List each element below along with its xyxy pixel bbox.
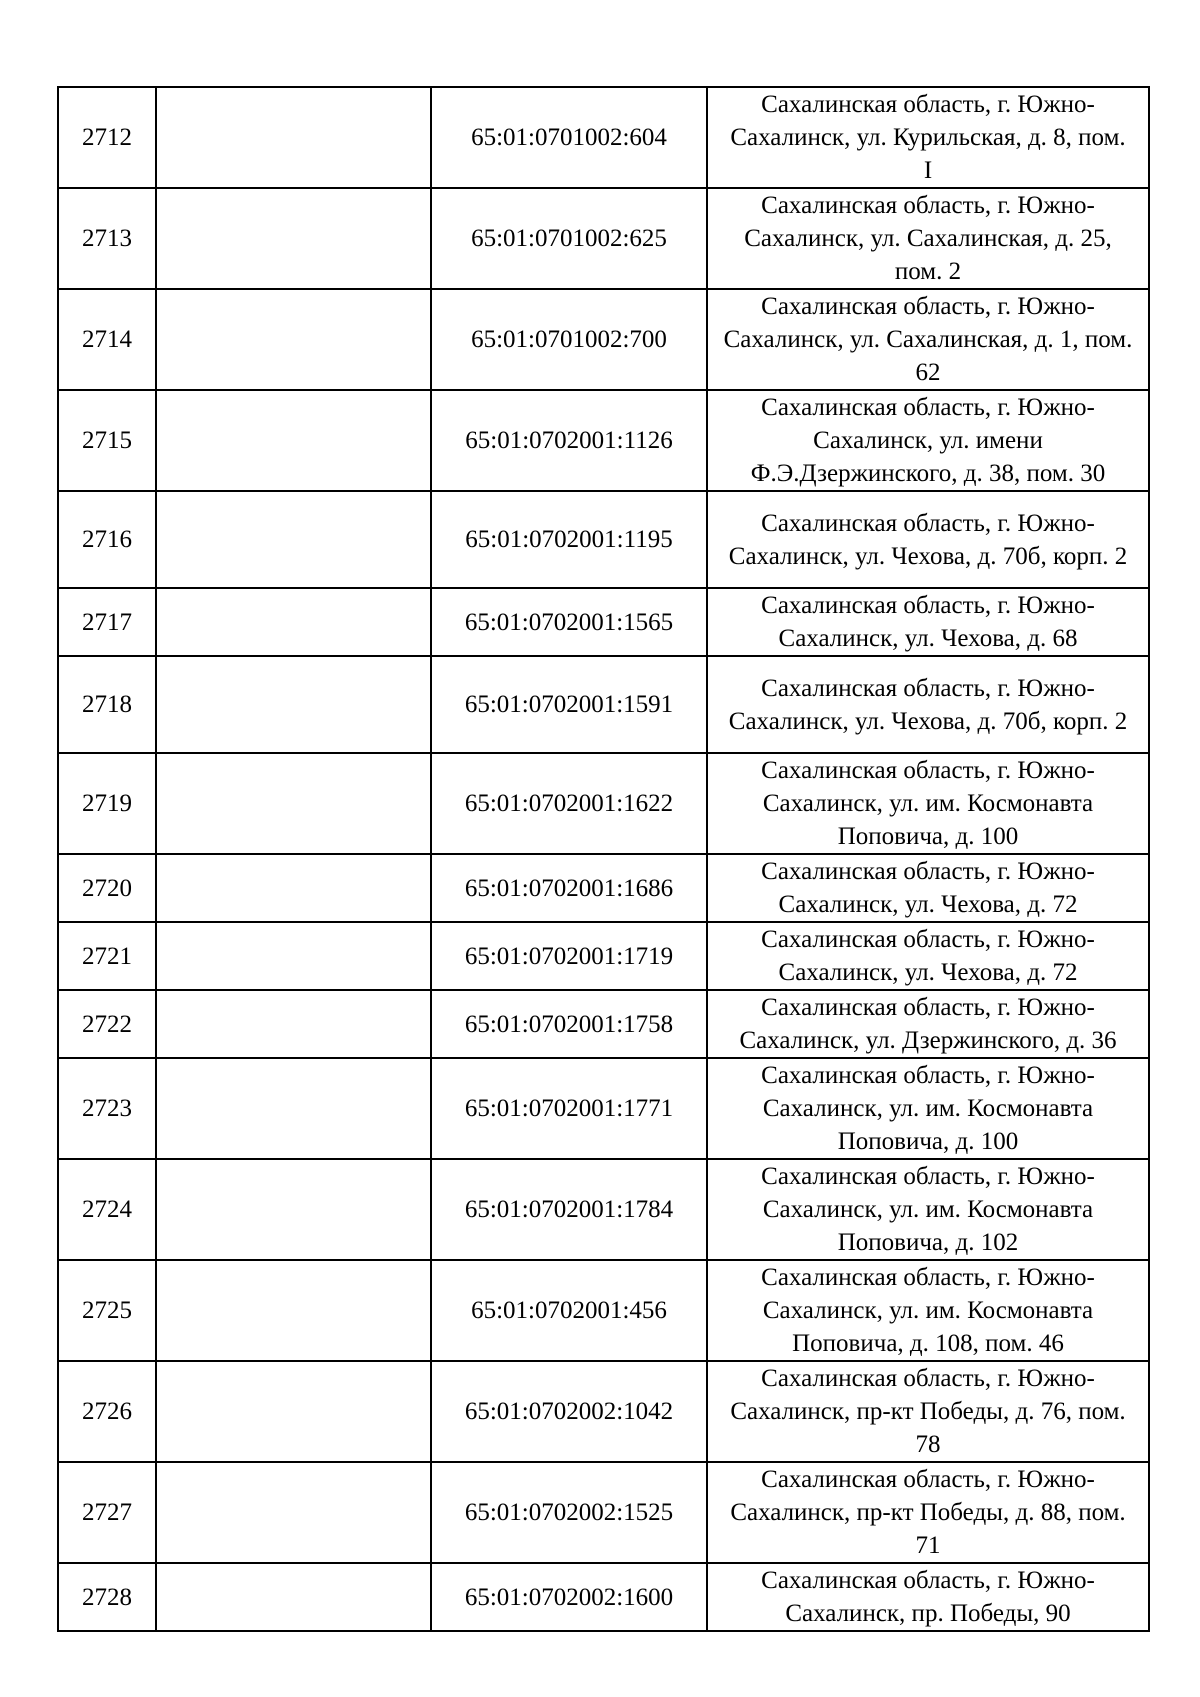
registry-table-body — [58, 87, 1149, 1631]
cadastral-number-cell: 65:01:0702002:1525 — [431, 1462, 707, 1563]
row-number-cell: 2712 — [58, 87, 156, 188]
cadastral-number-cell: 65:01:0702001:1686 — [431, 854, 707, 922]
row-name-cell — [156, 1462, 431, 1563]
row-name-cell — [156, 289, 431, 390]
cadastral-number-cell: 65:01:0702001:1622 — [431, 753, 707, 854]
row-number-cell: 2714 — [58, 289, 156, 390]
address-cell: Сахалинская область, г. Южно- Сахалинск, пр-кт Победы, д. 76, пом. 78 — [707, 1361, 1149, 1462]
table-row — [58, 922, 1149, 990]
table-row — [58, 390, 1149, 491]
registry-table — [57, 86, 1150, 1632]
cadastral-number-cell: 65:01:0702001:1591 — [431, 656, 707, 753]
address-cell: Сахалинская область, г. Южно- Сахалинск, ул. Чехова, д. 72 — [707, 922, 1149, 990]
address-cell: Сахалинская область, г. Южно- Сахалинск, ул. им. Космонавта Поповича, д. 100 — [707, 753, 1149, 854]
row-name-cell — [156, 491, 431, 588]
cadastral-number-cell: 65:01:0701002:700 — [431, 289, 707, 390]
row-number-cell: 2715 — [58, 390, 156, 491]
row-name-cell — [156, 656, 431, 753]
table-row — [58, 491, 1149, 588]
table-row — [58, 588, 1149, 656]
table-row — [58, 753, 1149, 854]
row-number-cell: 2716 — [58, 491, 156, 588]
row-name-cell — [156, 1058, 431, 1159]
row-name-cell — [156, 1260, 431, 1361]
cadastral-number-cell: 65:01:0701002:625 — [431, 188, 707, 289]
row-name-cell — [156, 753, 431, 854]
address-cell: Сахалинская область, г. Южно- Сахалинск, ул. Чехова, д. 70б, корп. 2 — [707, 491, 1149, 588]
address-cell: Сахалинская область, г. Южно- Сахалинск, ул. Чехова, д. 70б, корп. 2 — [707, 656, 1149, 753]
address-cell: Сахалинская область, г. Южно- Сахалинск, ул. Курильская, д. 8, пом. I — [707, 87, 1149, 188]
table-row — [58, 1462, 1149, 1563]
cadastral-number-cell: 65:01:0702001:1784 — [431, 1159, 707, 1260]
cadastral-number-cell: 65:01:0702002:1600 — [431, 1563, 707, 1631]
cadastral-number-cell: 65:01:0702001:1758 — [431, 990, 707, 1058]
cadastral-number-cell: 65:01:0702002:1042 — [431, 1361, 707, 1462]
row-number-cell: 2721 — [58, 922, 156, 990]
row-number-cell: 2723 — [58, 1058, 156, 1159]
row-name-cell — [156, 1159, 431, 1260]
row-name-cell — [156, 990, 431, 1058]
row-number-cell: 2719 — [58, 753, 156, 854]
row-number-cell: 2717 — [58, 588, 156, 656]
row-name-cell — [156, 588, 431, 656]
table-row — [58, 1260, 1149, 1361]
row-name-cell — [156, 87, 431, 188]
address-cell: Сахалинская область, г. Южно- Сахалинск, пр-кт Победы, д. 88, пом. 71 — [707, 1462, 1149, 1563]
address-cell: Сахалинская область, г. Южно- Сахалинск, ул. Чехова, д. 72 — [707, 854, 1149, 922]
address-cell: Сахалинская область, г. Южно- Сахалинск, ул. Сахалинская, д. 1, пом. 62 — [707, 289, 1149, 390]
address-cell: Сахалинская область, г. Южно- Сахалинск, ул. Чехова, д. 68 — [707, 588, 1149, 656]
cadastral-number-cell: 65:01:0702001:1126 — [431, 390, 707, 491]
row-number-cell: 2713 — [58, 188, 156, 289]
table-row — [58, 1361, 1149, 1462]
table-row — [58, 656, 1149, 753]
address-cell: Сахалинская область, г. Южно- Сахалинск, ул. Дзержинского, д. 36 — [707, 990, 1149, 1058]
row-name-cell — [156, 854, 431, 922]
row-number-cell: 2725 — [58, 1260, 156, 1361]
row-name-cell — [156, 390, 431, 491]
cadastral-number-cell: 65:01:0701002:604 — [431, 87, 707, 188]
cadastral-number-cell: 65:01:0702001:1719 — [431, 922, 707, 990]
table-row — [58, 289, 1149, 390]
address-cell: Сахалинская область, г. Южно- Сахалинск, ул. им. Космонавта Поповича, д. 108, пом. 46 — [707, 1260, 1149, 1361]
address-cell: Сахалинская область, г. Южно- Сахалинск, ул. им. Космонавта Поповича, д. 100 — [707, 1058, 1149, 1159]
row-number-cell: 2718 — [58, 656, 156, 753]
address-cell: Сахалинская область, г. Южно- Сахалинск, ул. им. Космонавта Поповича, д. 102 — [707, 1159, 1149, 1260]
row-number-cell: 2728 — [58, 1563, 156, 1631]
table-row — [58, 87, 1149, 188]
row-number-cell: 2720 — [58, 854, 156, 922]
table-row — [58, 1563, 1149, 1631]
row-name-cell — [156, 1563, 431, 1631]
row-name-cell — [156, 1361, 431, 1462]
table-row — [58, 1058, 1149, 1159]
cadastral-number-cell: 65:01:0702001:1565 — [431, 588, 707, 656]
cadastral-number-cell: 65:01:0702001:1771 — [431, 1058, 707, 1159]
row-number-cell: 2726 — [58, 1361, 156, 1462]
address-cell: Сахалинская область, г. Южно- Сахалинск, ул. Сахалинская, д. 25, пом. 2 — [707, 188, 1149, 289]
row-number-cell: 2727 — [58, 1462, 156, 1563]
row-name-cell — [156, 922, 431, 990]
row-number-cell: 2722 — [58, 990, 156, 1058]
address-cell: Сахалинская область, г. Южно- Сахалинск, пр. Победы, 90 — [707, 1563, 1149, 1631]
table-row — [58, 1159, 1149, 1260]
table-row — [58, 990, 1149, 1058]
row-number-cell: 2724 — [58, 1159, 156, 1260]
row-name-cell — [156, 188, 431, 289]
cadastral-number-cell: 65:01:0702001:1195 — [431, 491, 707, 588]
cadastral-number-cell: 65:01:0702001:456 — [431, 1260, 707, 1361]
address-cell: Сахалинская область, г. Южно- Сахалинск, ул. имени Ф.Э.Дзержинского, д. 38, пом. 30 — [707, 390, 1149, 491]
table-row — [58, 854, 1149, 922]
table-row — [58, 188, 1149, 289]
